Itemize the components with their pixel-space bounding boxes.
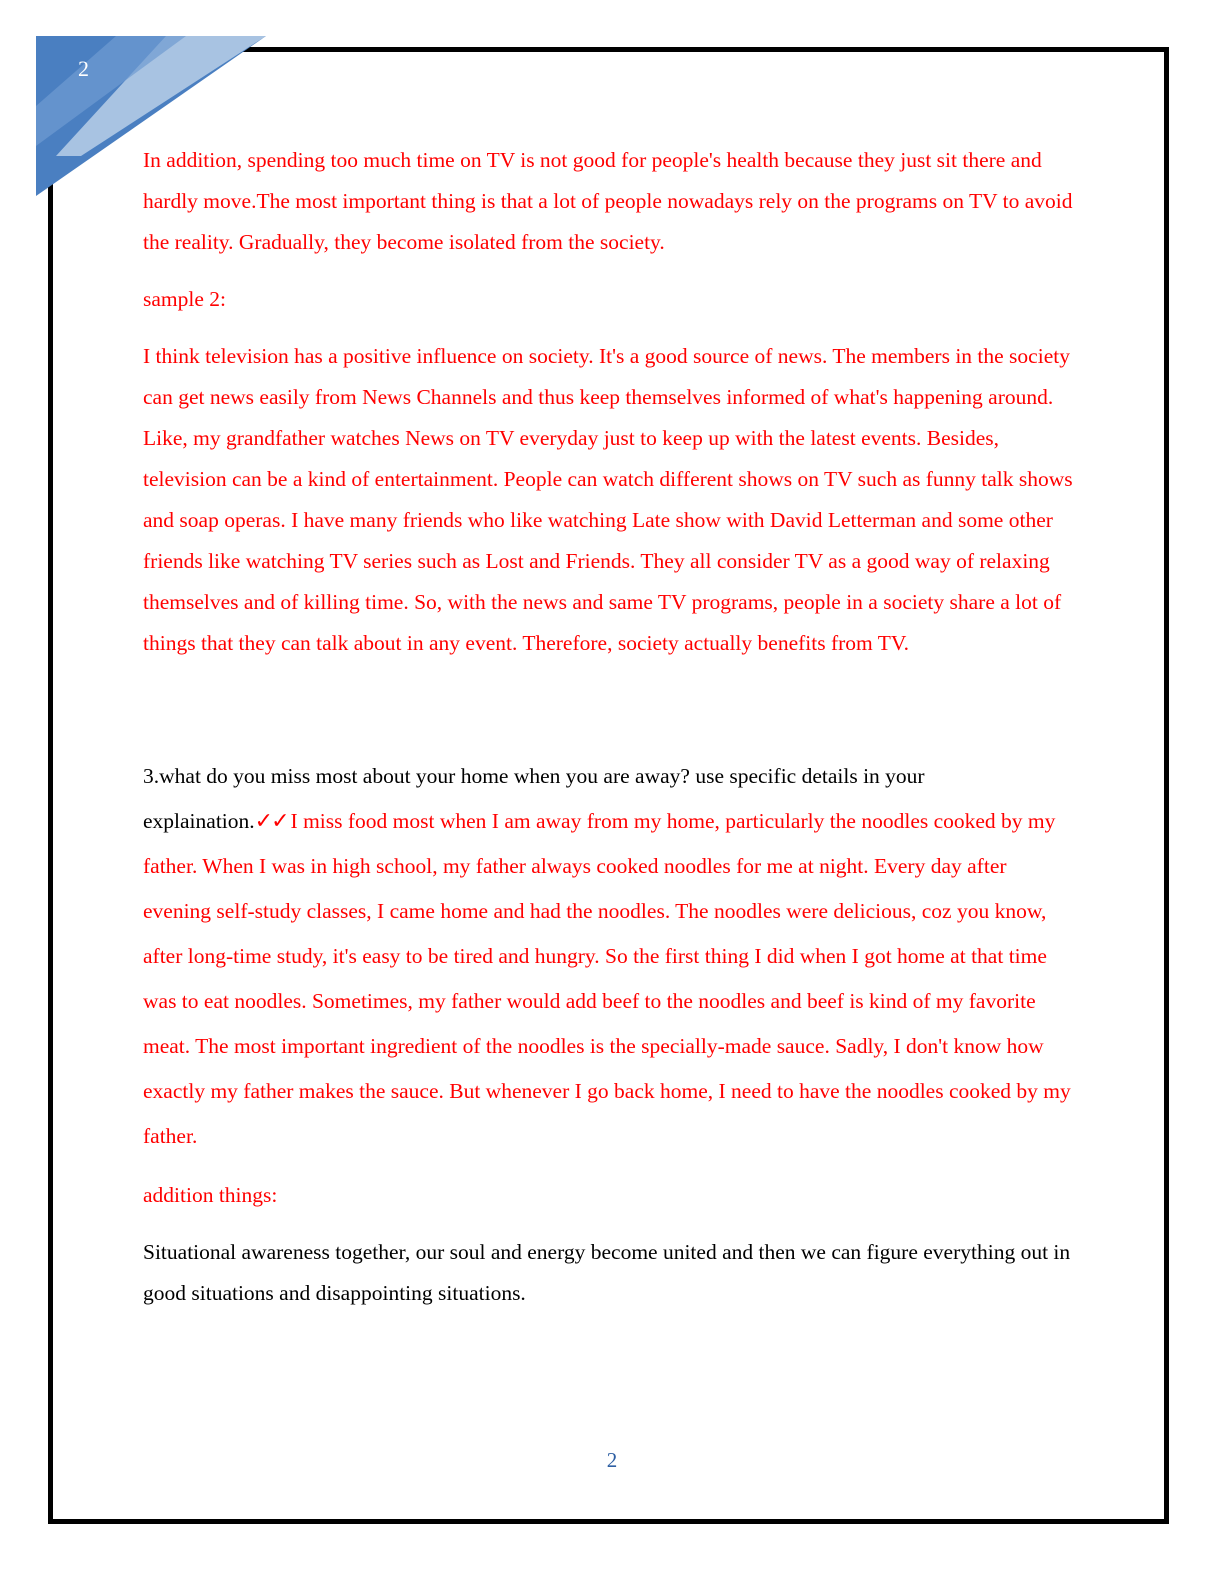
footer-page-number: 2 — [606, 1448, 618, 1472]
document-body — [143, 140, 1073, 1330]
answer-3-text: I miss food most when I am away from my home, particularly the noodles cooked by my father. When I was in high school, my father always cooked noodles for me at night. Every day after evening self-study classes, I came home and had the noodles. The noodles were delicious, coz you know, after long-time study, it's easy to be tired and hungry. So the first thing I did when I got home at that time was to eat noodles. Sometimes, my father would add beef to the noodles and beef is kind of my favorite meat. The most important ingredient of the noodles is the specially-made sauce. Sadly, I don't know how exactly my father makes the sauce. But whenever I go back home, I need to have the noodles cooked by my father. — [143, 809, 1071, 1148]
check-marks-icon: ✓✓ — [254, 809, 288, 834]
paragraph-health: In addition, spending too much time on TV is not good for people's health because they just sit there and hardly move.The most important thing is that a lot of people nowadays rely on the programs on TV to avoid the reality. Gradually, they become isolated from the society. — [143, 148, 1073, 254]
question-3-text: 3.what do you miss most about your home when you are away? use specific details in your explaination. — [143, 764, 925, 833]
question-3-block — [143, 754, 1073, 1159]
paragraph-sample-2: I think television has a positive influence on society. It's a good source of news. The members in the society can get news easily from News Channels and thus keep themselves informed of what's happening around. Like, my grandfather watches News on TV everyday just to keep up with the latest events. Besides, television can be a kind of entertainment. People can watch different shows on TV such as funny talk shows and soap operas. I have many friends who like watching Late show with David Letterman and some other friends like watching TV series such as Lost and Friends. They all consider TV as a good way of relaxing themselves and of killing time. So, with the news and same TV programs, people in a society share a lot of things that they can talk about in any event. Therefore, society actually benefits from TV. — [143, 344, 1073, 655]
sample-2-label: sample 2: — [143, 287, 226, 311]
paragraph-final: Situational awareness together, our soul and energy become united and then we can figure everything out in good situations and disappointing situations. — [143, 1240, 1071, 1305]
addition-label: addition things: — [143, 1183, 278, 1207]
blank-spacer — [143, 680, 1073, 754]
header-page-number: 2 — [78, 56, 89, 81]
